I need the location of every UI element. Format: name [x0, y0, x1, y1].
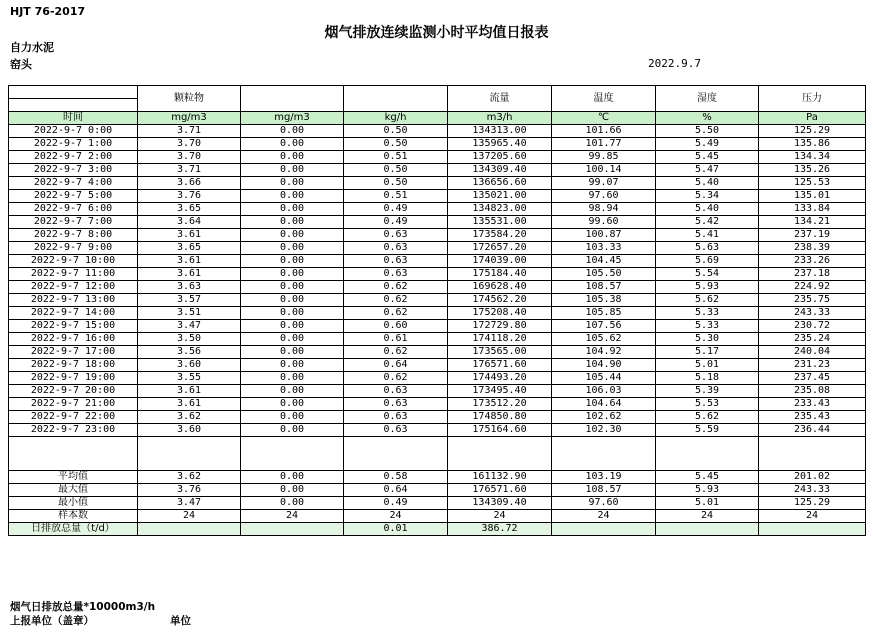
value-cell: 3.55	[138, 372, 241, 385]
value-cell: 235.75	[759, 294, 866, 307]
table-row	[9, 398, 866, 411]
table-row	[9, 203, 866, 216]
time-cell: 2022-9-7 23:00	[9, 424, 138, 437]
value-cell: 3.65	[138, 242, 241, 255]
table-row	[9, 372, 866, 385]
time-cell: 2022-9-7 1:00	[9, 138, 138, 151]
time-cell: 2022-9-7 17:00	[9, 346, 138, 359]
time-cell: 2022-9-7 16:00	[9, 333, 138, 346]
value-cell: 243.33	[759, 484, 866, 497]
units-row	[9, 112, 866, 125]
value-cell: 3.62	[138, 471, 241, 484]
value-cell: 0.63	[344, 424, 448, 437]
value-cell: 0.00	[241, 411, 344, 424]
value-cell: 108.57	[552, 484, 656, 497]
value-cell: 0.00	[241, 151, 344, 164]
value-cell: 233.26	[759, 255, 866, 268]
time-cell: 2022-9-7 2:00	[9, 151, 138, 164]
report-date: 2022.9.7	[648, 57, 701, 70]
value-cell: 134313.00	[448, 125, 552, 138]
value-cell: 243.33	[759, 307, 866, 320]
company-name: 自力水泥	[10, 41, 54, 54]
value-cell: 0.00	[241, 484, 344, 497]
value-cell: 173584.20	[448, 229, 552, 242]
value-cell: 97.60	[552, 190, 656, 203]
footer-report-unit: 上报单位（盖章）	[10, 615, 94, 627]
value-cell: 0.00	[241, 255, 344, 268]
table-row	[9, 346, 866, 359]
value-cell: 133.84	[759, 203, 866, 216]
table-row	[9, 320, 866, 333]
time-cell: 2022-9-7 10:00	[9, 255, 138, 268]
value-cell: 105.50	[552, 268, 656, 281]
header-blank-col3	[241, 86, 344, 112]
value-cell: 0.00	[241, 307, 344, 320]
value-cell: 24	[448, 510, 552, 523]
value-cell: 24	[759, 510, 866, 523]
value-cell: 103.33	[552, 242, 656, 255]
value-cell: 0.62	[344, 372, 448, 385]
value-cell: 386.72	[448, 523, 552, 536]
value-cell: 240.04	[759, 346, 866, 359]
unit-cell: kg/h	[344, 112, 448, 125]
value-cell: 105.85	[552, 307, 656, 320]
value-cell: 172657.20	[448, 242, 552, 255]
value-cell: 173512.20	[448, 398, 552, 411]
value-cell: 5.49	[656, 138, 759, 151]
value-cell: 0.49	[344, 497, 448, 510]
value-cell: 105.44	[552, 372, 656, 385]
summary-rows	[9, 471, 866, 536]
value-cell: 135.26	[759, 164, 866, 177]
unit-cell: ℃	[552, 112, 656, 125]
value-cell: 0.63	[344, 268, 448, 281]
value-cell: 169628.40	[448, 281, 552, 294]
header-temperature: 温度	[552, 86, 656, 112]
value-cell: 0.00	[241, 398, 344, 411]
value-cell: 174493.20	[448, 372, 552, 385]
value-cell: 0.01	[344, 523, 448, 536]
value-cell: 3.61	[138, 385, 241, 398]
table-row	[9, 424, 866, 437]
value-cell: 5.30	[656, 333, 759, 346]
table-row	[9, 333, 866, 346]
value-cell: 0.64	[344, 359, 448, 372]
time-cell: 2022-9-7 8:00	[9, 229, 138, 242]
time-cell: 2022-9-7 21:00	[9, 398, 138, 411]
unit-cell: mg/m3	[138, 112, 241, 125]
value-cell: 0.00	[241, 203, 344, 216]
value-cell: 5.62	[656, 294, 759, 307]
time-cell: 2022-9-7 0:00	[9, 125, 138, 138]
summary-label-cell: 日排放总量（t/d）	[9, 523, 138, 536]
time-header: 时间	[9, 112, 138, 125]
time-cell: 2022-9-7 13:00	[9, 294, 138, 307]
value-cell: 99.07	[552, 177, 656, 190]
value-cell: 0.50	[344, 125, 448, 138]
time-cell: 2022-9-7 4:00	[9, 177, 138, 190]
value-cell: 0.00	[241, 424, 344, 437]
value-cell: 106.03	[552, 385, 656, 398]
value-cell: 0.50	[344, 164, 448, 177]
value-cell: 105.38	[552, 294, 656, 307]
value-cell: 236.44	[759, 424, 866, 437]
value-cell: 3.70	[138, 151, 241, 164]
table-row	[9, 125, 866, 138]
value-cell: 5.01	[656, 497, 759, 510]
time-cell: 2022-9-7 22:00	[9, 411, 138, 424]
page-title: 烟气排放连续监测小时平均值日报表	[324, 25, 549, 41]
time-cell: 2022-9-7 7:00	[9, 216, 138, 229]
value-cell: 175208.40	[448, 307, 552, 320]
value-cell: 24	[241, 510, 344, 523]
value-cell: 101.77	[552, 138, 656, 151]
value-cell: 173495.40	[448, 385, 552, 398]
value-cell: 237.45	[759, 372, 866, 385]
value-cell: 0.00	[241, 372, 344, 385]
footer-unit-label: 单位	[170, 615, 191, 627]
value-cell: 5.40	[656, 177, 759, 190]
value-cell: 237.19	[759, 229, 866, 242]
value-cell: 5.33	[656, 307, 759, 320]
value-cell: 0.51	[344, 151, 448, 164]
header-flow: 流量	[448, 86, 552, 112]
value-cell: 0.00	[241, 229, 344, 242]
value-cell: 176571.60	[448, 359, 552, 372]
value-cell: 174118.20	[448, 333, 552, 346]
table-row	[9, 359, 866, 372]
value-cell: 3.50	[138, 333, 241, 346]
value-cell: 24	[656, 510, 759, 523]
value-cell: 5.33	[656, 320, 759, 333]
unit-cell: mg/m3	[241, 112, 344, 125]
value-cell: 0.00	[241, 216, 344, 229]
value-cell: 224.92	[759, 281, 866, 294]
value-cell: 135531.00	[448, 216, 552, 229]
value-cell: 134823.00	[448, 203, 552, 216]
value-cell: 235.43	[759, 411, 866, 424]
value-cell: 3.61	[138, 268, 241, 281]
value-cell: 134309.40	[448, 497, 552, 510]
value-cell: 0.00	[241, 177, 344, 190]
value-cell: 3.60	[138, 359, 241, 372]
value-cell: 3.61	[138, 398, 241, 411]
value-cell: 24	[344, 510, 448, 523]
value-cell: 3.64	[138, 216, 241, 229]
value-cell: 5.34	[656, 190, 759, 203]
time-cell: 2022-9-7 19:00	[9, 372, 138, 385]
value-cell: 5.93	[656, 281, 759, 294]
time-cell: 2022-9-7 20:00	[9, 385, 138, 398]
value-cell: 0.50	[344, 177, 448, 190]
value-cell: 105.62	[552, 333, 656, 346]
value-cell	[656, 523, 759, 536]
header-pm: 颗粒物	[138, 86, 241, 112]
value-cell: 5.42	[656, 216, 759, 229]
value-cell: 5.54	[656, 268, 759, 281]
header-row-1	[9, 86, 866, 99]
value-cell: 0.00	[241, 359, 344, 372]
value-cell: 0.58	[344, 471, 448, 484]
footer-note: 烟气日排放总量*10000m3/h	[10, 601, 156, 613]
value-cell: 5.93	[656, 484, 759, 497]
header-pressure: 压力	[759, 86, 866, 112]
value-cell: 104.64	[552, 398, 656, 411]
table-row	[9, 242, 866, 255]
table-row	[9, 523, 866, 536]
value-cell: 135.86	[759, 138, 866, 151]
value-cell: 102.62	[552, 411, 656, 424]
value-cell: 135021.00	[448, 190, 552, 203]
value-cell: 100.87	[552, 229, 656, 242]
value-cell: 0.60	[344, 320, 448, 333]
value-cell: 5.18	[656, 372, 759, 385]
time-cell: 2022-9-7 12:00	[9, 281, 138, 294]
value-cell: 3.76	[138, 484, 241, 497]
value-cell: 104.92	[552, 346, 656, 359]
value-cell: 174850.80	[448, 411, 552, 424]
table-row	[9, 216, 866, 229]
value-cell: 0.00	[241, 471, 344, 484]
unit-cell: m3/h	[448, 112, 552, 125]
value-cell: 134.21	[759, 216, 866, 229]
value-cell: 125.29	[759, 497, 866, 510]
report-table	[8, 85, 866, 536]
value-cell	[759, 523, 866, 536]
value-cell: 5.39	[656, 385, 759, 398]
value-cell: 5.50	[656, 125, 759, 138]
value-cell: 137205.60	[448, 151, 552, 164]
table-row	[9, 510, 866, 523]
time-cell: 2022-9-7 5:00	[9, 190, 138, 203]
table-row	[9, 138, 866, 151]
value-cell: 161132.90	[448, 471, 552, 484]
value-cell: 5.62	[656, 411, 759, 424]
value-cell: 174039.00	[448, 255, 552, 268]
table-row	[9, 497, 866, 510]
summary-label-cell: 平均值	[9, 471, 138, 484]
value-cell: 98.94	[552, 203, 656, 216]
value-cell: 0.00	[241, 138, 344, 151]
value-cell	[241, 523, 344, 536]
table-row	[9, 281, 866, 294]
value-cell: 5.45	[656, 471, 759, 484]
summary-label-cell: 样本数	[9, 510, 138, 523]
table-row	[9, 385, 866, 398]
value-cell: 3.65	[138, 203, 241, 216]
value-cell: 3.47	[138, 320, 241, 333]
time-cell: 2022-9-7 15:00	[9, 320, 138, 333]
value-cell: 201.02	[759, 471, 866, 484]
value-cell: 3.66	[138, 177, 241, 190]
value-cell: 5.63	[656, 242, 759, 255]
value-cell: 5.17	[656, 346, 759, 359]
value-cell: 3.70	[138, 138, 241, 151]
value-cell: 3.60	[138, 424, 241, 437]
value-cell: 238.39	[759, 242, 866, 255]
table-row	[9, 164, 866, 177]
value-cell: 0.62	[344, 307, 448, 320]
value-cell: 24	[552, 510, 656, 523]
value-cell: 5.40	[656, 203, 759, 216]
value-cell: 230.72	[759, 320, 866, 333]
value-cell: 237.18	[759, 268, 866, 281]
table-row	[9, 484, 866, 497]
summary-label-cell: 最小值	[9, 497, 138, 510]
summary-label-cell: 最大值	[9, 484, 138, 497]
table-row	[9, 255, 866, 268]
value-cell: 0.50	[344, 138, 448, 151]
table-row	[9, 268, 866, 281]
value-cell: 5.47	[656, 164, 759, 177]
value-cell: 100.14	[552, 164, 656, 177]
value-cell: 0.00	[241, 281, 344, 294]
value-cell: 5.53	[656, 398, 759, 411]
value-cell: 134309.40	[448, 164, 552, 177]
value-cell: 3.76	[138, 190, 241, 203]
value-cell: 0.00	[241, 268, 344, 281]
value-cell: 97.60	[552, 497, 656, 510]
value-cell: 0.00	[241, 497, 344, 510]
value-cell	[552, 523, 656, 536]
header-blank-top	[9, 86, 138, 99]
table-row	[9, 190, 866, 203]
header-blank-col4	[344, 86, 448, 112]
value-cell: 3.57	[138, 294, 241, 307]
unit-cell: %	[656, 112, 759, 125]
table-row	[9, 151, 866, 164]
header-humidity: 湿度	[656, 86, 759, 112]
time-cell: 2022-9-7 3:00	[9, 164, 138, 177]
value-cell: 235.08	[759, 385, 866, 398]
value-cell: 3.51	[138, 307, 241, 320]
value-cell: 99.85	[552, 151, 656, 164]
value-cell: 0.00	[241, 385, 344, 398]
value-cell: 0.63	[344, 411, 448, 424]
table-row	[9, 229, 866, 242]
value-cell: 0.61	[344, 333, 448, 346]
value-cell: 5.69	[656, 255, 759, 268]
value-cell: 0.62	[344, 294, 448, 307]
value-cell: 0.63	[344, 385, 448, 398]
value-cell: 3.61	[138, 255, 241, 268]
value-cell: 135965.40	[448, 138, 552, 151]
value-cell: 0.49	[344, 203, 448, 216]
value-cell: 102.30	[552, 424, 656, 437]
table-row	[9, 294, 866, 307]
value-cell: 5.01	[656, 359, 759, 372]
spacer-row	[9, 437, 866, 471]
time-cell: 2022-9-7 18:00	[9, 359, 138, 372]
table-row	[9, 411, 866, 424]
value-cell: 0.00	[241, 320, 344, 333]
value-cell: 0.00	[241, 346, 344, 359]
table-row	[9, 177, 866, 190]
value-cell: 107.56	[552, 320, 656, 333]
value-cell: 3.61	[138, 229, 241, 242]
value-cell: 0.00	[241, 333, 344, 346]
value-cell: 135.01	[759, 190, 866, 203]
value-cell: 3.56	[138, 346, 241, 359]
value-cell	[138, 523, 241, 536]
value-cell: 0.51	[344, 190, 448, 203]
time-cell: 2022-9-7 11:00	[9, 268, 138, 281]
header-blank-bottom	[9, 99, 138, 112]
value-cell: 233.43	[759, 398, 866, 411]
time-cell: 2022-9-7 9:00	[9, 242, 138, 255]
value-cell: 0.63	[344, 242, 448, 255]
value-cell: 0.00	[241, 294, 344, 307]
value-cell: 175184.40	[448, 268, 552, 281]
data-rows	[9, 125, 866, 437]
value-cell: 0.00	[241, 190, 344, 203]
value-cell: 5.59	[656, 424, 759, 437]
value-cell: 136656.60	[448, 177, 552, 190]
doc-code: HJT 76-2017	[10, 5, 86, 18]
value-cell: 0.62	[344, 281, 448, 294]
value-cell: 0.64	[344, 484, 448, 497]
value-cell: 3.71	[138, 125, 241, 138]
value-cell: 5.45	[656, 151, 759, 164]
value-cell: 0.63	[344, 255, 448, 268]
unit-cell: Pa	[759, 112, 866, 125]
value-cell: 125.53	[759, 177, 866, 190]
value-cell: 125.29	[759, 125, 866, 138]
value-cell: 0.00	[241, 164, 344, 177]
value-cell: 231.23	[759, 359, 866, 372]
value-cell: 176571.60	[448, 484, 552, 497]
value-cell: 3.71	[138, 164, 241, 177]
value-cell: 5.41	[656, 229, 759, 242]
value-cell: 174562.20	[448, 294, 552, 307]
value-cell: 235.24	[759, 333, 866, 346]
value-cell: 0.49	[344, 216, 448, 229]
value-cell: 108.57	[552, 281, 656, 294]
value-cell: 104.45	[552, 255, 656, 268]
value-cell: 0.62	[344, 346, 448, 359]
table-row	[9, 471, 866, 484]
value-cell: 173565.00	[448, 346, 552, 359]
value-cell: 104.90	[552, 359, 656, 372]
time-cell: 2022-9-7 14:00	[9, 307, 138, 320]
value-cell: 3.47	[138, 497, 241, 510]
value-cell: 175164.60	[448, 424, 552, 437]
value-cell: 172729.80	[448, 320, 552, 333]
value-cell: 0.63	[344, 398, 448, 411]
value-cell: 101.66	[552, 125, 656, 138]
value-cell: 24	[138, 510, 241, 523]
value-cell: 0.00	[241, 242, 344, 255]
monitoring-point: 窑头	[10, 58, 32, 71]
time-cell: 2022-9-7 6:00	[9, 203, 138, 216]
value-cell: 103.19	[552, 471, 656, 484]
value-cell: 134.34	[759, 151, 866, 164]
table-row	[9, 307, 866, 320]
value-cell: 0.63	[344, 229, 448, 242]
value-cell: 0.00	[241, 125, 344, 138]
value-cell: 3.62	[138, 411, 241, 424]
value-cell: 99.60	[552, 216, 656, 229]
value-cell: 3.63	[138, 281, 241, 294]
